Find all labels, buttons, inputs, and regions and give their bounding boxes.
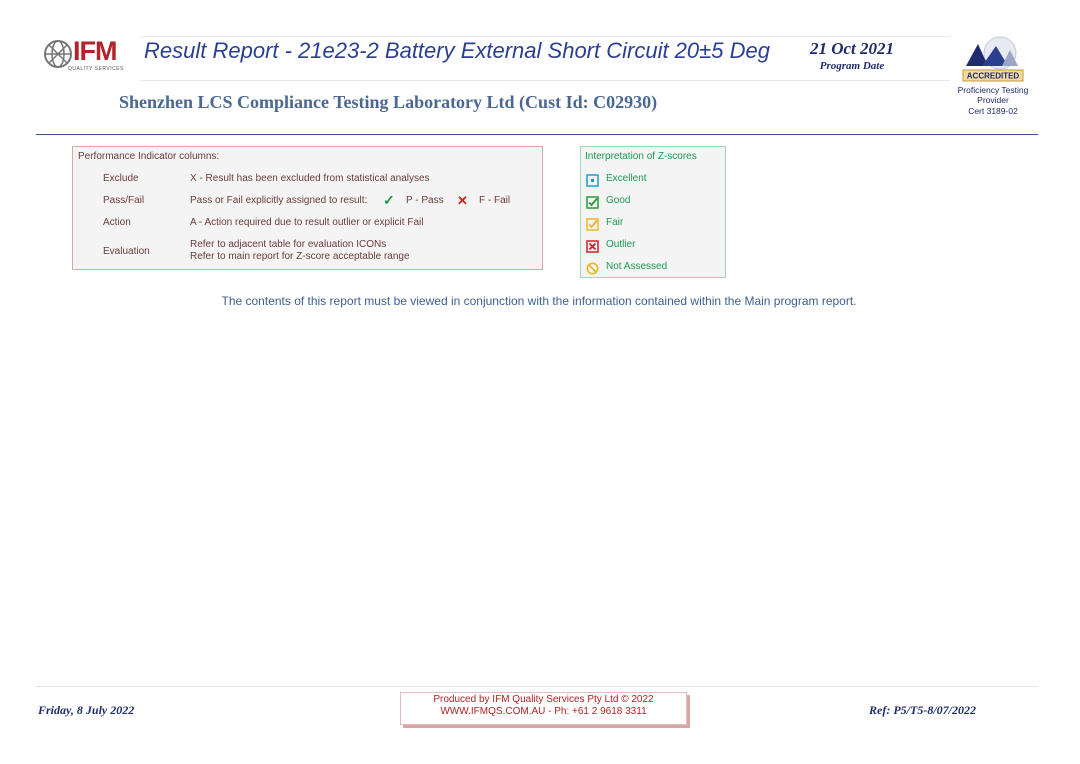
pi-label-exclude: Exclude: [103, 173, 139, 184]
produced-by-line: Produced by IFM Quality Services Pty Ltd © 2022: [433, 694, 654, 705]
accreditation-logo-icon: [960, 36, 1026, 84]
footer-date: Friday, 8 July 2022: [38, 703, 135, 717]
zscore-interpretation-box: [580, 146, 726, 278]
pi-label-passfail: Pass/Fail: [103, 195, 145, 206]
pi-desc-evaluation-2: Refer to main report for Z-score acceptable range: [190, 251, 410, 262]
header-divider: [36, 134, 1038, 135]
excellent-icon: [586, 174, 599, 187]
report-notice: The contents of this report must be viewed in conjunction with the information contained within the Main program report.: [221, 294, 857, 308]
zscore-label-not-assessed: Not Assessed: [606, 261, 668, 272]
zscore-label-outlier: Outlier: [606, 239, 636, 250]
footer-rule: [36, 686, 1038, 687]
zscore-heading: Interpretation of Z-scores: [585, 151, 697, 162]
report-title: Result Report - 21e23-2 Battery External Short Circuit 20±5 Deg: [144, 38, 770, 63]
accreditation-line-1: Proficiency Testing: [957, 85, 1029, 95]
performance-indicator-heading: Performance Indicator columns:: [78, 151, 220, 162]
footer-ref: Ref: P5/T5-8/07/2022: [869, 703, 976, 717]
pi-desc-exclude: X - Result has been excluded from statistical analyses: [190, 173, 430, 184]
zscore-label-fair: Fair: [606, 217, 624, 228]
pi-desc-passfail: Pass or Fail explicitly assigned to result:: [190, 195, 368, 206]
accreditation-cert: Cert 3189-02: [968, 106, 1018, 116]
pi-label-action: Action: [103, 217, 131, 228]
pi-label-evaluation: Evaluation: [103, 246, 150, 257]
header-rule-mid: [140, 80, 950, 81]
pass-label: P - Pass: [406, 195, 444, 206]
not-assessed-icon: [586, 262, 599, 275]
contact-line: WWW.IFMQS.COM.AU - Ph: +61 2 9618 3311: [440, 706, 647, 717]
lab-name: Shenzhen LCS Compliance Testing Laboratory Ltd (Cust Id: C02930): [119, 92, 658, 112]
fail-label: F - Fail: [479, 195, 511, 206]
accredited-badge-text: ACCREDITED: [966, 71, 1020, 81]
pi-desc-evaluation-1: Refer to adjacent table for evaluation ICONs: [190, 239, 387, 250]
pass-check-icon: ✓: [383, 192, 395, 208]
zscore-label-good: Good: [606, 195, 631, 206]
program-date: 21 Oct 2021: [809, 39, 895, 58]
header-rule-top: [140, 36, 950, 37]
fair-check-icon: [586, 218, 599, 231]
fail-x-icon: ✕: [457, 193, 468, 208]
zscore-label-excellent: Excellent: [606, 173, 647, 184]
program-date-label: Program Date: [819, 60, 885, 72]
good-check-icon: [586, 196, 599, 209]
pi-desc-action: A - Action required due to result outlier or explicit Fail: [190, 217, 424, 228]
outlier-x-icon: [586, 240, 599, 253]
accreditation-line-2: Provider: [977, 95, 1009, 105]
ifm-logo-text: IFM: [73, 36, 117, 66]
ifm-logo-subtext: QUALITY SERVICES: [68, 66, 124, 72]
